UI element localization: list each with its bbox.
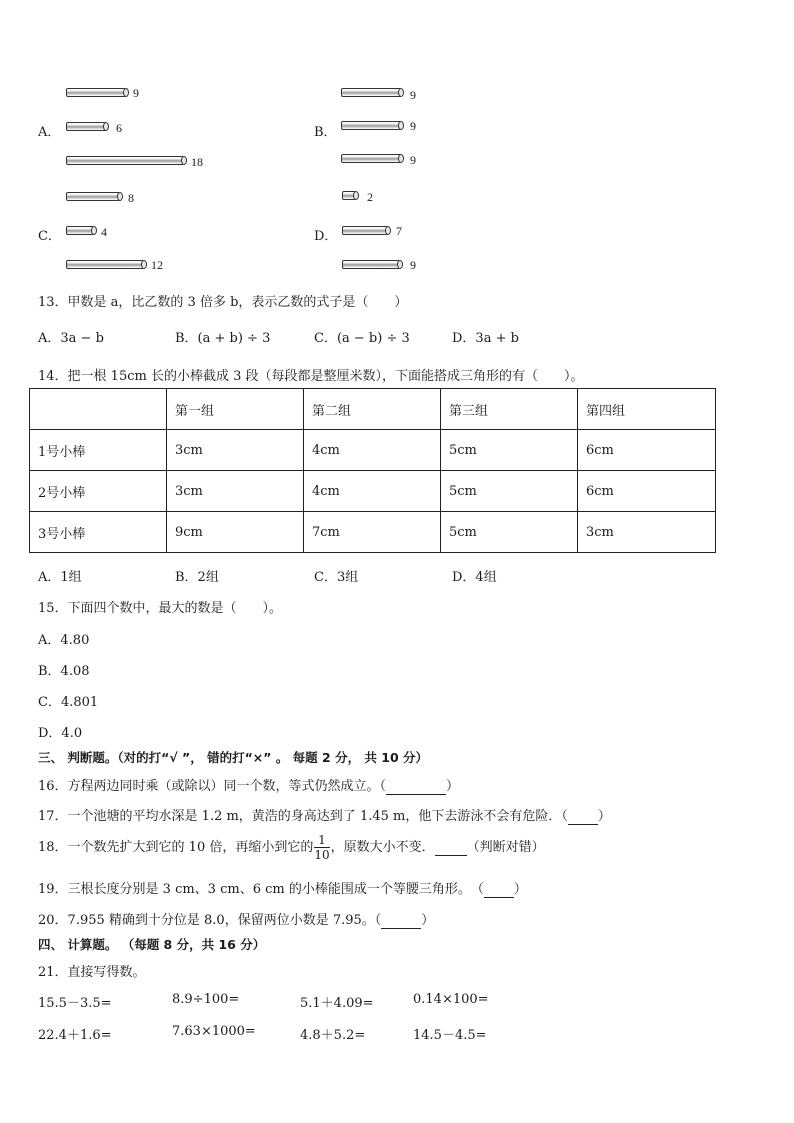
section-3-title: 三、 判断题。（对的打“√ ”， 错的打“×” 。 每题 2 分， 共 10 分） — [38, 750, 429, 765]
q17-answer-blank[interactable] — [568, 809, 598, 825]
q16-end: ） — [446, 779, 460, 794]
calc-item: 8.9÷100= — [172, 992, 240, 1007]
table-header-cell — [30, 389, 167, 430]
stick-c-2 — [66, 226, 94, 235]
fraction-denominator: 10 — [314, 848, 330, 862]
q13-option-a: A．3a − b — [38, 331, 104, 346]
q15-option-d: D．4.0 — [38, 726, 83, 741]
table-cell: 5cm — [441, 471, 578, 512]
stick-b-2 — [341, 121, 401, 130]
stick-d-2-length: 7 — [396, 224, 402, 238]
calc-item: 4.8＋5.2= — [300, 1028, 366, 1043]
table-row — [30, 430, 716, 471]
stick-a-1 — [66, 88, 126, 97]
table-cell: 4cm — [304, 430, 441, 471]
option-a-letter: A． — [38, 125, 61, 140]
q21-stem: 21．直接写得数。 — [38, 965, 146, 980]
stick-a-1-length: 9 — [133, 86, 139, 100]
stick-b-1 — [341, 88, 401, 97]
fraction-numerator: 1 — [314, 834, 329, 848]
table-row — [30, 512, 716, 553]
option-c-letter: C． — [38, 229, 61, 244]
q18-fraction — [314, 834, 329, 861]
option-b-letter: B． — [314, 125, 337, 140]
q14-stem: 14．把一根 15cm 长的小棒截成 3 段（每段都是整厘米数），下面能搭成三角形的有（ ）。 — [38, 369, 584, 384]
q18-answer-blank[interactable] — [435, 840, 467, 856]
table-row — [30, 471, 716, 512]
q17-end: ） — [597, 809, 611, 824]
calc-item: 14.5－4.5= — [413, 1028, 487, 1043]
stick-b-3 — [341, 154, 401, 163]
q17 — [38, 805, 611, 825]
stick-d-3 — [342, 260, 400, 269]
table-cell: 2号小棒 — [30, 471, 167, 512]
q13-stem: 13．甲数是 a，比乙数的 3 倍多 b，表示乙数的式子是（ ） — [38, 295, 408, 310]
q15-option-b: B．4.08 — [38, 664, 90, 679]
table-cell: 5cm — [441, 430, 578, 471]
q19 — [38, 878, 527, 898]
section-4-title: 四、 计算题。 （每题 8 分，共 16 分） — [38, 937, 266, 952]
stick-c-3 — [66, 260, 144, 269]
q14-option-d: D．4组 — [452, 570, 497, 585]
table-header-cell: 第四组 — [578, 389, 716, 430]
calc-item: 22.4＋1.6= — [38, 1028, 112, 1043]
stick-b-3-length: 9 — [410, 153, 416, 167]
table-header-cell: 第一组 — [167, 389, 304, 430]
table-cell: 9cm — [167, 512, 304, 553]
stick-a-2 — [66, 122, 106, 131]
q14-option-c: C．3组 — [314, 570, 359, 585]
table-cell: 3号小棒 — [30, 512, 167, 553]
table-header-cell: 第二组 — [304, 389, 441, 430]
q20-end: ） — [421, 913, 435, 928]
stick-c-1-length: 8 — [128, 191, 134, 205]
q19-text: 19．三根长度分别是 3 cm、3 cm、6 cm 的小棒能围成一个等腰三角形。 （ — [38, 882, 484, 897]
q14-option-b: B．2组 — [175, 570, 219, 585]
calc-item: 15.5－3.5= — [38, 996, 112, 1011]
q14-option-a: A．1组 — [38, 570, 82, 585]
q17-text: 17．一个池塘的平均水深是 1.2 m，黄浩的身高达到了 1.45 m，他下去游泳不会有危险．（ — [38, 809, 568, 824]
stick-a-3-length: 18 — [191, 155, 203, 169]
table-cell: 5cm — [441, 512, 578, 553]
stick-c-1 — [66, 192, 120, 201]
q19-end: ） — [513, 882, 527, 897]
table-cell: 3cm — [578, 512, 716, 553]
stick-a-3 — [66, 156, 184, 165]
stick-d-1-length: 2 — [367, 190, 373, 204]
q18-text2: ，原数大小不变． — [330, 840, 435, 855]
q13-option-c: C．(a − b) ÷ 3 — [314, 331, 410, 346]
q13-option-d: D．3a + b — [452, 331, 519, 346]
table-header-row — [30, 389, 716, 430]
stick-c-2-length: 4 — [101, 225, 107, 239]
q15-stem: 15．下面四个数中，最大的数是（ ）。 — [38, 601, 283, 616]
q20-answer-blank[interactable] — [381, 913, 421, 929]
option-d-letter: D． — [314, 229, 338, 244]
stick-b-2-length: 9 — [410, 119, 416, 133]
stick-b-1-length: 9 — [410, 88, 416, 102]
table-cell: 3cm — [167, 471, 304, 512]
table-cell: 6cm — [578, 471, 716, 512]
table-cell: 3cm — [167, 430, 304, 471]
stick-d-1 — [342, 191, 356, 200]
stick-c-3-length: 12 — [151, 258, 163, 272]
calc-item: 7.63×1000= — [172, 1024, 256, 1039]
q14-table — [29, 388, 716, 553]
q19-answer-blank[interactable] — [484, 882, 514, 898]
stick-d-3-length: 9 — [410, 258, 416, 272]
q20-text: 20．7.955 精确到十分位是 8.0，保留两位小数是 7.95。（ — [38, 913, 382, 928]
stick-d-2 — [342, 226, 388, 235]
q18 — [38, 834, 545, 861]
q16-text: 16．方程两边同时乘（或除以）同一个数，等式仍然成立。（ — [38, 779, 387, 794]
calc-item: 0.14×100= — [413, 992, 489, 1007]
q20 — [38, 909, 434, 929]
q13-option-b: B．(a + b) ÷ 3 — [175, 331, 271, 346]
q16 — [38, 775, 459, 795]
q18-text: 18．一个数先扩大到它的 10 倍，再缩小到它的 — [38, 840, 314, 855]
stick-a-2-length: 6 — [116, 121, 122, 135]
table-cell: 6cm — [578, 430, 716, 471]
q18-tail: （判断对错） — [466, 840, 545, 855]
table-header-cell: 第三组 — [441, 389, 578, 430]
q15-option-a: A．4.80 — [38, 633, 90, 648]
table-cell: 1号小棒 — [30, 430, 167, 471]
table-cell: 4cm — [304, 471, 441, 512]
table-cell: 7cm — [304, 512, 441, 553]
q15-option-c: C．4.801 — [38, 695, 99, 710]
calc-item: 5.1＋4.09= — [300, 996, 374, 1011]
q16-answer-blank[interactable] — [386, 779, 446, 795]
